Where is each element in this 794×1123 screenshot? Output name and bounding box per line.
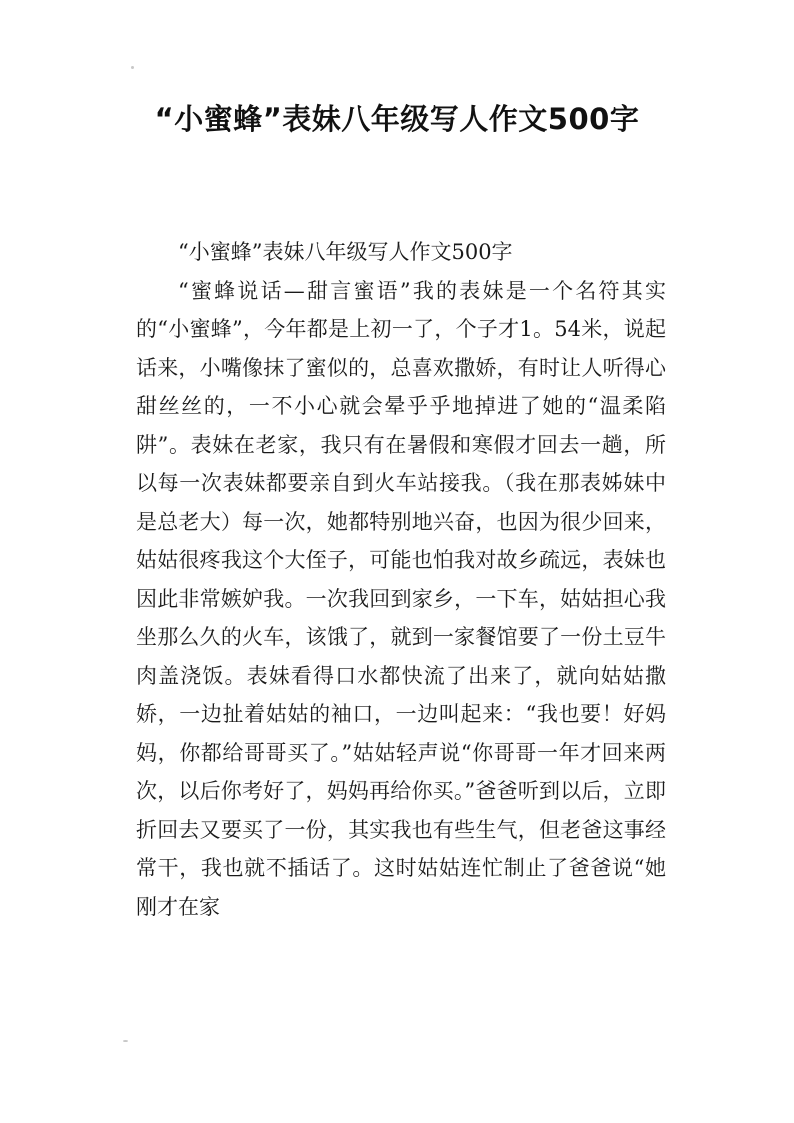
body-paragraph: “蜜蜂说话—甜言蜜语”我的表妹是一个名符其实的“小蜜蜂”，今年都是上初一了，个子才1。54米，说起话来，小嘴像抹了蜜似的，总喜欢撒娇，有时让人听得心甜丝丝的，一不小心就会晕乎乎地掉进了她的“温柔陷阱”。表妹在老家，我只有在暑假和寒假才回去一趟，所以每一次表妹都要亲自到火车站接我。（我在那表姊妹中是总老大）每一次，她都特别地兴奋，也因为很少回来，姑姑很疼我这个大侄子，可能也怕我对故乡疏远，表妹也因此非常嫉妒我。一次我回到家乡，一下车，姑姑担心我坐那么久的火车，该饿了，就到一家餐馆要了一份土豆牛肉盖浇饭。表妹看得口水都快流了出来了，就向姑姑撒娇，一边扯着姑姑的袖口，一边叫起来：“我也要！好妈妈，你都给哥哥买了。”姑姑轻声说“你哥哥一年才回来两次，以后你考好了，妈妈再给你买。”爸爸听到以后，立即折回去又要买了一份，其实我也有些生气，但老爸这事经常干，我也就不插话了。这时姑姑连忙制止了爸爸说“她刚才在家 [136,278,666,919]
scan-speck [131,66,134,69]
body-paragraph-heading: “小蜜蜂”表妹八年级写人作文500字 [178,240,513,264]
document-body [136,233,666,926]
document-title: “小蜜蜂”表妹八年级写人作文500字 [154,102,640,136]
scan-speck [123,1040,128,1042]
